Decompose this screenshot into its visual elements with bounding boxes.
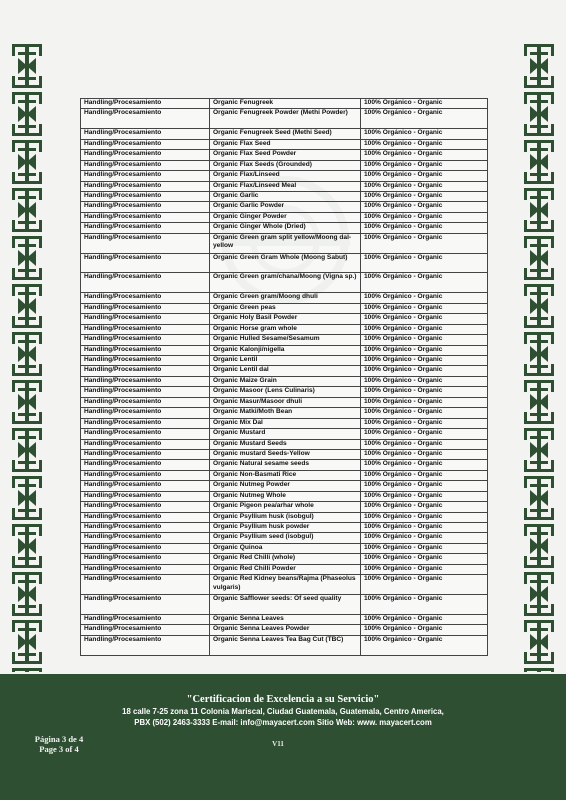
certified-products-table <box>80 98 488 656</box>
status-cell: 100% Orgánico - Organic <box>361 512 488 522</box>
table-row <box>81 356 488 366</box>
table-row <box>81 408 488 418</box>
footer <box>0 674 566 800</box>
process-cell: Handling/Procesamiento <box>81 366 210 376</box>
status-cell: 100% Orgánico - Organic <box>361 314 488 324</box>
table-row <box>81 99 488 109</box>
product-cell: Organic Quinoa <box>210 543 361 553</box>
table-row <box>81 595 488 615</box>
process-cell: Handling/Procesamiento <box>81 595 210 615</box>
process-cell: Handling/Procesamiento <box>81 273 210 293</box>
table-row <box>81 635 488 655</box>
table-row <box>81 439 488 449</box>
status-cell: 100% Orgánico - Organic <box>361 625 488 635</box>
process-cell: Handling/Procesamiento <box>81 202 210 212</box>
product-cell: Organic Kalonji/nigella <box>210 345 361 355</box>
table-row <box>81 303 488 313</box>
table-row <box>81 554 488 564</box>
process-cell: Handling/Procesamiento <box>81 408 210 418</box>
table-row <box>81 202 488 212</box>
product-cell: Organic Green peas <box>210 303 361 313</box>
product-cell: Organic Flax/Linseed Meal <box>210 181 361 191</box>
process-cell: Handling/Procesamiento <box>81 253 210 273</box>
footer-contact: PBX (502) 2463-3333 E-mail: info@mayacert.com Sitio Web: www. mayacert.com <box>134 718 432 727</box>
status-cell: 100% Orgánico - Organic <box>361 99 488 109</box>
process-cell: Handling/Procesamiento <box>81 314 210 324</box>
status-cell: 100% Orgánico - Organic <box>361 439 488 449</box>
process-cell: Handling/Procesamiento <box>81 397 210 407</box>
status-cell: 100% Orgánico - Organic <box>361 376 488 386</box>
status-cell: 100% Orgánico - Organic <box>361 293 488 303</box>
process-cell: Handling/Procesamiento <box>81 429 210 439</box>
process-cell: Handling/Procesamiento <box>81 109 210 129</box>
product-cell: Organic Green gram/chana/Moong (Vigna sp.) <box>210 273 361 293</box>
table-row <box>81 345 488 355</box>
product-cell: Organic Horse gram whole <box>210 324 361 334</box>
status-cell: 100% Orgánico - Organic <box>361 502 488 512</box>
table-row <box>81 139 488 149</box>
process-cell: Handling/Procesamiento <box>81 460 210 470</box>
status-cell: 100% Orgánico - Organic <box>361 543 488 553</box>
product-cell: Organic Mustard <box>210 429 361 439</box>
product-cell: Organic Lentil <box>210 356 361 366</box>
status-cell: 100% Orgánico - Organic <box>361 324 488 334</box>
status-cell: 100% Orgánico - Organic <box>361 160 488 170</box>
product-cell: Organic Natural sesame seeds <box>210 460 361 470</box>
table-row <box>81 314 488 324</box>
process-cell: Handling/Procesamiento <box>81 439 210 449</box>
process-cell: Handling/Procesamiento <box>81 387 210 397</box>
table-row <box>81 491 488 501</box>
process-cell: Handling/Procesamiento <box>81 376 210 386</box>
status-cell: 100% Orgánico - Organic <box>361 595 488 615</box>
product-cell: Organic Senna Leaves Powder <box>210 625 361 635</box>
footer-address: 18 calle 7-25 zona 11 Colonia Mariscal, Ciudad Guatemala, Guatemala, Centro America, <box>122 707 444 716</box>
table-row <box>81 614 488 624</box>
process-cell: Handling/Procesamiento <box>81 171 210 181</box>
product-cell: Organic Pigeon pea/arhar whole <box>210 502 361 512</box>
table-row <box>81 223 488 233</box>
table-row <box>81 533 488 543</box>
product-cell: Organic Psyllium seed (isobgul) <box>210 533 361 543</box>
status-cell: 100% Orgánico - Organic <box>361 129 488 139</box>
table-row <box>81 564 488 574</box>
status-cell: 100% Orgánico - Organic <box>361 139 488 149</box>
product-cell: Organic Matki/Moth Bean <box>210 408 361 418</box>
status-cell: 100% Orgánico - Organic <box>361 366 488 376</box>
status-cell: 100% Orgánico - Organic <box>361 356 488 366</box>
status-cell: 100% Orgánico - Organic <box>361 523 488 533</box>
table-row <box>81 429 488 439</box>
table-row <box>81 376 488 386</box>
product-cell: Organic Masur/Masoor dhuli <box>210 397 361 407</box>
product-cell: Organic mustard Seeds-Yellow <box>210 449 361 459</box>
table-row <box>81 449 488 459</box>
table-row <box>81 397 488 407</box>
process-cell: Handling/Procesamiento <box>81 512 210 522</box>
product-cell: Organic Non-Basmati Rice <box>210 470 361 480</box>
process-cell: Handling/Procesamiento <box>81 470 210 480</box>
product-cell: Organic Senna Leaves <box>210 614 361 624</box>
table-row <box>81 324 488 334</box>
status-cell: 100% Orgánico - Organic <box>361 418 488 428</box>
process-cell: Handling/Procesamiento <box>81 523 210 533</box>
table-row <box>81 575 488 595</box>
status-cell: 100% Orgánico - Organic <box>361 233 488 253</box>
process-cell: Handling/Procesamiento <box>81 449 210 459</box>
status-cell: 100% Orgánico - Organic <box>361 387 488 397</box>
status-cell: 100% Orgánico - Organic <box>361 449 488 459</box>
process-cell: Handling/Procesamiento <box>81 191 210 201</box>
process-cell: Handling/Procesamiento <box>81 491 210 501</box>
product-cell: Organic Garlic <box>210 191 361 201</box>
process-cell: Handling/Procesamiento <box>81 502 210 512</box>
product-cell: Organic Green Gram Whole (Moong Sabut) <box>210 253 361 273</box>
status-cell: 100% Orgánico - Organic <box>361 564 488 574</box>
status-cell: 100% Orgánico - Organic <box>361 335 488 345</box>
process-cell: Handling/Procesamiento <box>81 335 210 345</box>
process-cell: Handling/Procesamiento <box>81 533 210 543</box>
process-cell: Handling/Procesamiento <box>81 99 210 109</box>
table-row <box>81 160 488 170</box>
product-cell: Organic Mix Dal <box>210 418 361 428</box>
product-cell: Organic Holy Basil Powder <box>210 314 361 324</box>
process-cell: Handling/Procesamiento <box>81 481 210 491</box>
process-cell: Handling/Procesamiento <box>81 575 210 595</box>
product-cell: Organic Ginger Whole (Dried) <box>210 223 361 233</box>
status-cell: 100% Orgánico - Organic <box>361 481 488 491</box>
table-row <box>81 366 488 376</box>
process-cell: Handling/Procesamiento <box>81 625 210 635</box>
product-cell: Organic Masoor (Lens Culinaris) <box>210 387 361 397</box>
document-version: V11 <box>272 740 284 748</box>
product-cell: Organic Nutmeg Whole <box>210 491 361 501</box>
status-cell: 100% Orgánico - Organic <box>361 303 488 313</box>
table-row <box>81 470 488 480</box>
table-row <box>81 273 488 293</box>
status-cell: 100% Orgánico - Organic <box>361 408 488 418</box>
table-row <box>81 418 488 428</box>
product-cell: Organic Mustard Seeds <box>210 439 361 449</box>
process-cell: Handling/Procesamiento <box>81 345 210 355</box>
table-row <box>81 129 488 139</box>
table-row <box>81 181 488 191</box>
right-ornamental-border <box>522 42 556 672</box>
left-ornamental-border <box>10 42 44 672</box>
status-cell: 100% Orgánico - Organic <box>361 150 488 160</box>
status-cell: 100% Orgánico - Organic <box>361 202 488 212</box>
process-cell: Handling/Procesamiento <box>81 150 210 160</box>
status-cell: 100% Orgánico - Organic <box>361 273 488 293</box>
status-cell: 100% Orgánico - Organic <box>361 554 488 564</box>
table-row <box>81 253 488 273</box>
product-cell: Organic Fenugreek Powder (Methi Powder) <box>210 109 361 129</box>
process-cell: Handling/Procesamiento <box>81 212 210 222</box>
process-cell: Handling/Procesamiento <box>81 543 210 553</box>
process-cell: Handling/Procesamiento <box>81 418 210 428</box>
status-cell: 100% Orgánico - Organic <box>361 223 488 233</box>
status-cell: 100% Orgánico - Organic <box>361 635 488 655</box>
status-cell: 100% Orgánico - Organic <box>361 614 488 624</box>
table-row <box>81 293 488 303</box>
product-cell: Organic Green gram/Moong dhuli <box>210 293 361 303</box>
product-cell: Organic Red Chilli (whole) <box>210 554 361 564</box>
product-cell: Organic Flax Seed <box>210 139 361 149</box>
table-row <box>81 625 488 635</box>
status-cell: 100% Orgánico - Organic <box>361 171 488 181</box>
product-cell: Organic Red Kidney beans/Rajma (Phaseolus vulgaris) <box>210 575 361 595</box>
status-cell: 100% Orgánico - Organic <box>361 109 488 129</box>
table-row <box>81 109 488 129</box>
product-cell: Organic Psyllium husk powder <box>210 523 361 533</box>
product-cell: Organic Nutmeg Powder <box>210 481 361 491</box>
process-cell: Handling/Procesamiento <box>81 614 210 624</box>
footer-slogan: "Certificacion de Excelencia a su Servicio" <box>186 694 380 705</box>
status-cell: 100% Orgánico - Organic <box>361 460 488 470</box>
product-cell: Organic Senna Leaves Tea Bag Cut (TBC) <box>210 635 361 655</box>
process-cell: Handling/Procesamiento <box>81 181 210 191</box>
table-row <box>81 233 488 253</box>
process-cell: Handling/Procesamiento <box>81 324 210 334</box>
status-cell: 100% Orgánico - Organic <box>361 429 488 439</box>
process-cell: Handling/Procesamiento <box>81 564 210 574</box>
process-cell: Handling/Procesamiento <box>81 635 210 655</box>
product-cell: Organic Garlic Powder <box>210 202 361 212</box>
status-cell: 100% Orgánico - Organic <box>361 345 488 355</box>
process-cell: Handling/Procesamiento <box>81 223 210 233</box>
status-cell: 100% Orgánico - Organic <box>361 397 488 407</box>
product-cell: Organic Flax Seeds (Grounded) <box>210 160 361 170</box>
table-row <box>81 335 488 345</box>
process-cell: Handling/Procesamiento <box>81 139 210 149</box>
product-cell: Organic Flax Seed Powder <box>210 150 361 160</box>
status-cell: 100% Orgánico - Organic <box>361 491 488 501</box>
table-row <box>81 543 488 553</box>
table-row <box>81 212 488 222</box>
process-cell: Handling/Procesamiento <box>81 293 210 303</box>
process-cell: Handling/Procesamiento <box>81 233 210 253</box>
table-row <box>81 512 488 522</box>
process-cell: Handling/Procesamiento <box>81 303 210 313</box>
table-row <box>81 460 488 470</box>
table-row <box>81 150 488 160</box>
product-cell: Organic Lentil dal <box>210 366 361 376</box>
table-row <box>81 387 488 397</box>
product-cell: Organic Flax/Linseed <box>210 171 361 181</box>
table-row <box>81 523 488 533</box>
page-number-es: Página 3 de 4 <box>34 734 84 744</box>
table-row <box>81 502 488 512</box>
product-cell: Organic Fenugreek Seed (Methi Seed) <box>210 129 361 139</box>
status-cell: 100% Orgánico - Organic <box>361 575 488 595</box>
product-cell: Organic Ginger Powder <box>210 212 361 222</box>
status-cell: 100% Orgánico - Organic <box>361 470 488 480</box>
process-cell: Handling/Procesamiento <box>81 356 210 366</box>
product-cell: Organic Safflower seeds: Of seed quality <box>210 595 361 615</box>
product-cell: Organic Maize Grain <box>210 376 361 386</box>
product-cell: Organic Red Chilli Powder <box>210 564 361 574</box>
process-cell: Handling/Procesamiento <box>81 160 210 170</box>
status-cell: 100% Orgánico - Organic <box>361 253 488 273</box>
table-row <box>81 171 488 181</box>
process-cell: Handling/Procesamiento <box>81 129 210 139</box>
table-row <box>81 481 488 491</box>
product-cell: Organic Fenugreek <box>210 99 361 109</box>
process-cell: Handling/Procesamiento <box>81 554 210 564</box>
status-cell: 100% Orgánico - Organic <box>361 191 488 201</box>
product-cell: Organic Green gram split yellow/Moong dal-yellow <box>210 233 361 253</box>
table-row <box>81 191 488 201</box>
status-cell: 100% Orgánico - Organic <box>361 533 488 543</box>
page-number-en: Page 3 of 4 <box>39 744 79 754</box>
status-cell: 100% Orgánico - Organic <box>361 181 488 191</box>
status-cell: 100% Orgánico - Organic <box>361 212 488 222</box>
product-cell: Organic Hulled Sesame/Sesamum <box>210 335 361 345</box>
product-cell: Organic Psyllium husk (isobgul) <box>210 512 361 522</box>
